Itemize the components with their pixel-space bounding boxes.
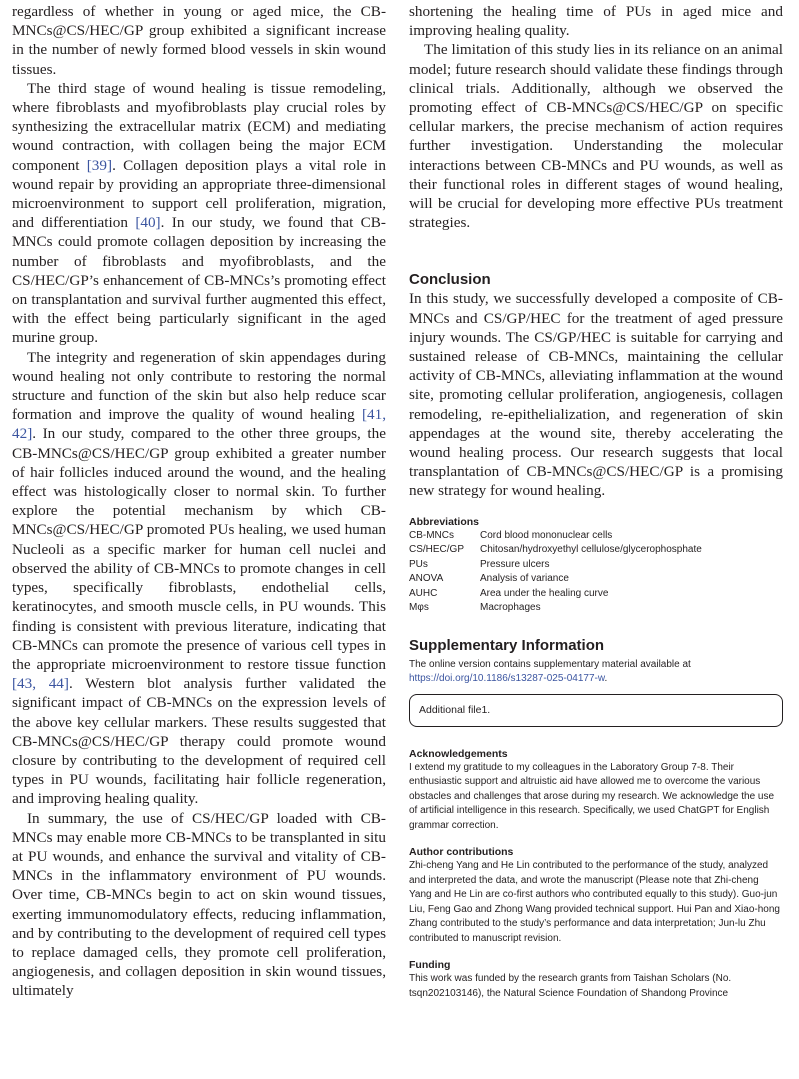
author-contributions-text: Zhi-cheng Yang and He Lin contributed to the performance of the study, analyzed and interpreted the data, and wrote the manuscript (Please note that Zhi-cheng Yang and He Lin are co-first authors who contributed equally to this study). Guo-jun Liu, Feng Gao and Zhong Wang provided technical support. Hui Pan and Xiao-hong Zhang contributed to the study’s performance and data interpretation; Jun-lu Zhu contributed to manuscript revision. — [409, 860, 780, 944]
abbreviation-definition: Chitosan/hydroxyethyl cellulose/glycerophosphate — [480, 544, 702, 556]
abbreviation-definition: Macrophages — [480, 602, 541, 614]
abbreviation-definition: Pressure ulcers — [480, 558, 550, 570]
supplementary-end: . — [604, 673, 608, 685]
abbreviation-row — [409, 601, 783, 616]
abbreviations-heading: Abbreviations — [409, 515, 480, 528]
acknowledgements-text: I extend my gratitude to my colleagues in the Laboratory Group 7-8. Their enthusiastic support and altruistic aid have allowed me to overcome the various obstacles and challenges that arose during my research. We acknowledge the use of artificial intelligence in this research. Specifically, we used ChatGPT for English grammar correction. — [409, 761, 775, 831]
paragraph-text: regardless of whether in young or aged mice, the CB-MNCs@CS/HEC/GP group exhibited a significant increase in the number of newly formed blood vessels in skin wound tissues. — [12, 3, 386, 78]
funding-heading: Funding — [409, 959, 451, 972]
abbreviation-term: ANOVA — [409, 573, 444, 585]
right-column — [409, 0, 783, 1001]
supplementary-heading: Supplementary Information — [409, 636, 605, 654]
body-paragraph: In summary, the use of CS/HEC/GP loaded with CB-MNCs may enable more CB-MNCs to be transplanted in situ at PU wounds, and enhance the survival and vitality of CB-MNCs in the inflammatory environment of PU wounds. Over time, CB-MNCs begin to act on skin wound tissues, exerting immunomodulatory effects, reducing inflammation, and by contributing to the development of required cell types to replace damaged cells, they promote cell proliferation, angiogenesis, and collagen deposition in skin wound tissues, ultimately — [12, 809, 386, 1000]
paragraph-text: . In our study, compared to the other three groups, the CB-MNCs@CS/HEC/GP group exhibited a greater number of hair follicles induced around the wound, and the healing effect was histologically closer to normal skin. To further explore the potential mechanism by which CB-MNCs@CS/HEC/GP promoted PUs healing, we used human Nucleoli as a specific marker for human cell nuclei and observed the ability of CB-MNCs to promote changes in cell types, specifically fibroblasts, endothelial cells, keratinocytes, and smooth muscle cells, in PU wounds. This finding is consistent with previous literature, indicating that CB-MNCs can promote the presence of various cell types in the appropriate microenvironment to restore tissue function — [12, 425, 386, 673]
abbreviation-term: PUs — [409, 558, 428, 570]
paragraph-text: The integrity and regeneration of skin appendages during wound healing not only contribute to restoring the normal structure and function of the skin but also help reduce scar formation and improve the quality of wound healing — [12, 348, 386, 424]
citation-link[interactable]: [41, 42] — [12, 406, 386, 443]
body-paragraph — [12, 2, 386, 79]
body-paragraph: shortening the healing time of PUs in aged mice and improving healing quality. — [409, 3, 783, 40]
body-paragraph: The limitation of this study lies in its reliance on an animal model; future research should validate these findings through clinical trials. Additionally, although we observed the promoting effect of CB-MNCs@CS/HEC/GP on specific cellular markers, the precise mechanism of action requires further investigation. Understanding the molecular interactions between CB-MNCs and PU wounds, as well as their functional roles in different stages of wound healing, will be crucial for developing more effective PUs treatment strategies. — [409, 41, 783, 232]
abbreviation-definition: Cord blood mononuclear cells — [480, 529, 613, 541]
supplementary-text — [409, 658, 783, 687]
citation-link[interactable]: [40] — [135, 214, 161, 232]
abbreviation-row — [409, 587, 783, 602]
funding-text: This work was funded by the research grants from Taishan Scholars (No. tsqn202103146), the Natural Science Foundation of Shandong Province — [409, 973, 732, 999]
additional-file-label: Additional file1. — [419, 704, 491, 717]
body-paragraph — [12, 79, 386, 348]
abbreviation-row — [409, 572, 783, 587]
abbreviation-definition: Area under the healing curve — [480, 587, 609, 599]
supplementary-intro: The online version contains supplementary material available at — [409, 658, 691, 670]
additional-file-box[interactable] — [409, 694, 783, 727]
abbreviations-list — [409, 529, 783, 616]
abbreviation-term: Mφs — [409, 602, 429, 614]
doi-link[interactable]: https://doi.org/10.1186/s13287-025-04177-w — [409, 673, 605, 685]
abbreviation-definition: Analysis of variance — [480, 573, 569, 585]
abbreviation-term: AUHC — [409, 587, 438, 599]
paragraph-text: . In our study, we found that CB-MNCs could promote collagen deposition by increasing the number of fibroblasts and myofibroblasts, and the CS/HEC/GP’s enhancement of CB-MNCs’s promoting effect on transplantation and survival further augmented this effect, with the effect being particularly significant in the aged murine group. — [12, 214, 386, 347]
abbreviation-term: CB-MNCs — [409, 529, 454, 541]
citation-link[interactable]: [39] — [86, 156, 113, 174]
conclusion-paragraph: In this study, we successfully developed a composite of CB-MNCs and CS/GP/HEC for the treatment of aged pressure injury wounds. The CS/GP/HEC is suitable for carrying and sustained release of CB-MNCs, maintaining the cellular activity of CB-MNCs, alleviating inflammation at the wound site, promoting cellular proliferation, angiogenesis, collagen remodeling, re-epithelialization, and regeneration of skin appendages at the wound site, thereby accelerating the wound healing process. Our research suggests that local transplantation of CB-MNCs@CS/HEC/GP is a promising new strategy for wound healing. — [409, 290, 783, 500]
body-paragraph — [12, 348, 386, 809]
abbreviation-row — [409, 558, 783, 573]
author-contributions-heading: Author contributions — [409, 846, 514, 859]
left-column — [12, 0, 386, 1001]
abbreviation-row — [409, 543, 783, 558]
abbreviation-term: CS/HEC/GP — [409, 544, 465, 556]
conclusion-heading: Conclusion — [409, 271, 491, 289]
citation-link[interactable]: [43, 44] — [12, 675, 69, 693]
paragraph-text: . Collagen deposition plays a vital role in wound repair by providing an appropriate three-dimensional microenvironment to support cell proliferation, migration, and differentiation — [12, 156, 386, 232]
abbreviation-row — [409, 529, 783, 544]
paragraph-text: The third stage of wound healing is tissue remodeling, where fibroblasts and myofibroblasts play crucial roles by synthesizing the extracellular matrix (ECM) and mediating wound contraction, with collagen being the major ECM component — [12, 79, 386, 174]
paragraph-text: . Western blot analysis further validated the significant impact of CB-MNCs on the expression levels of the above key cellular markers. These results suggested that CB-MNCs@CS/HEC/GP therapy could promote wound closure by contributing to the development of required cell types in PU wounds, facilitating hair follicle regeneration, and improving healing quality. — [12, 675, 386, 808]
acknowledgements-heading: Acknowledgements — [409, 747, 508, 760]
